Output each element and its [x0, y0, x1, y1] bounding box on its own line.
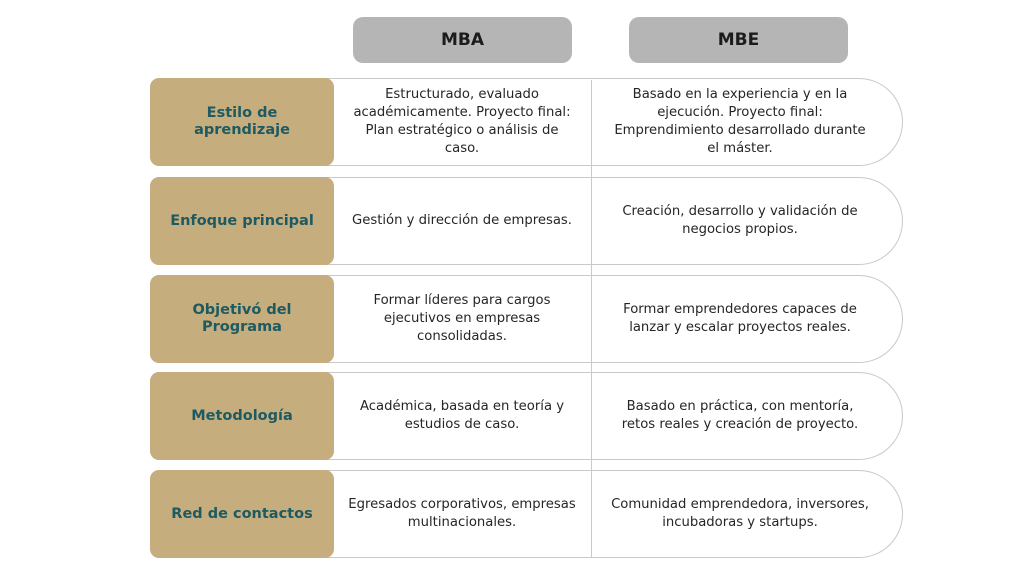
row-label: Metodología: [150, 372, 334, 460]
mbe-cell: Formar emprendedores capaces de lanzar y escalar proyectos reales.: [623, 302, 857, 335]
mbe-column-header: MBE: [629, 17, 848, 63]
mba-cell: Académica, basada en teoría y estudios de caso.: [359, 399, 565, 432]
mba-cell: Estructurado, evaluado académicamente. Proyecto final: Plan estratégico o análisis de caso.: [353, 87, 571, 156]
row-label: Enfoque principal: [150, 177, 334, 265]
row-label: Red de contactos: [150, 470, 334, 558]
mbe-cell: Basado en la experiencia y en la ejecución. Proyecto final: Emprendimiento desarrollado durante el máster.: [614, 87, 866, 156]
mbe-cell: Comunidad emprendedora, inversores, incubadoras y startups.: [611, 497, 869, 530]
mba-column-header: MBA: [353, 17, 572, 63]
mba-cell: Gestión y dirección de empresas.: [352, 213, 572, 228]
row-red-de-contactos: [150, 470, 903, 558]
row-objetivo-del-programa: [150, 275, 903, 363]
mba-cell: Formar líderes para cargos ejecutivos en empresas consolidadas.: [373, 293, 551, 344]
row-label: Objetivó del Programa: [150, 275, 334, 363]
mba-cell: Egresados corporativos, empresas multinacionales.: [348, 497, 576, 530]
row-label: Estilo de aprendizaje: [150, 78, 334, 166]
row-enfoque-principal: [150, 177, 903, 265]
column-divider: [591, 80, 592, 558]
row-estilo-de-aprendizaje: [150, 78, 903, 166]
row-metodologia: [150, 372, 903, 460]
mbe-cell: Basado en práctica, con mentoría, retos reales y creación de proyecto.: [621, 399, 859, 432]
mbe-cell: Creación, desarrollo y validación de negocios propios.: [622, 204, 858, 237]
